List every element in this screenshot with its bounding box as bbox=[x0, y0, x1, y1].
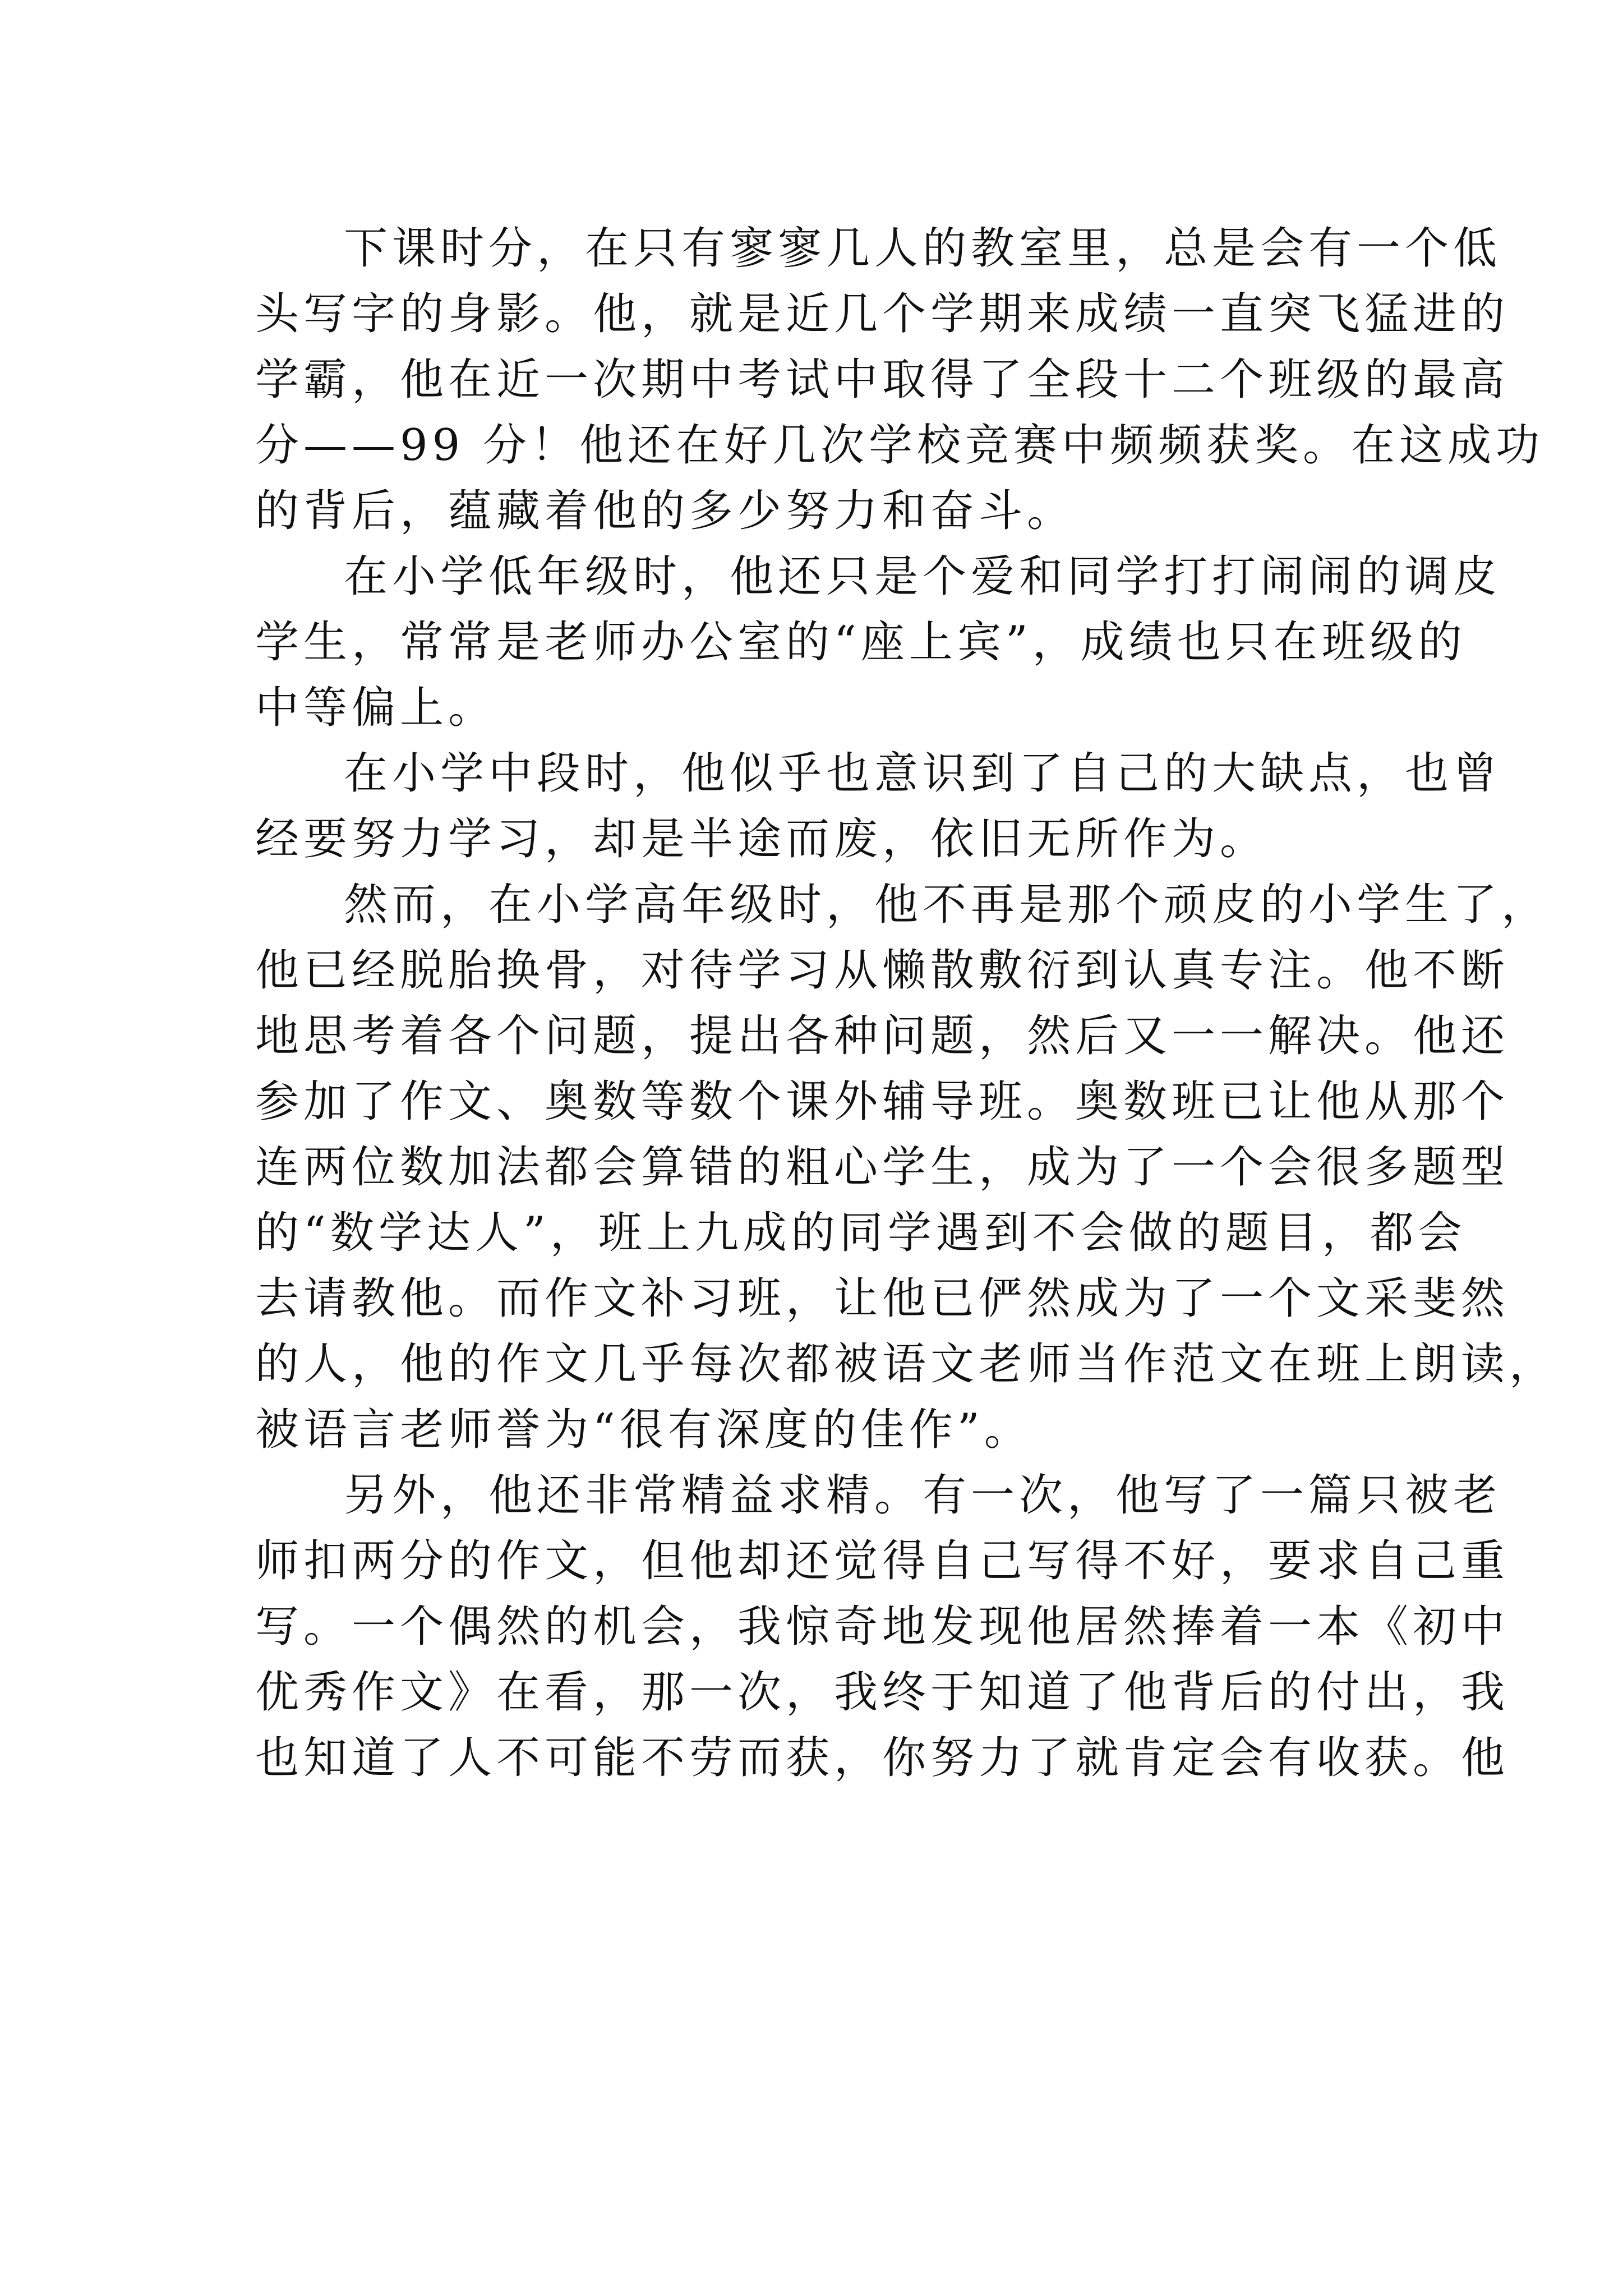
document-body bbox=[255, 216, 1558, 1791]
text-line: 的人，他的作文几乎每次都被语文老师当作范文在班上朗读， bbox=[255, 1339, 1558, 1389]
text-line: 下课时分，在只有寥寥几人的教室里，总是会有一个低 bbox=[344, 223, 1502, 274]
text-line: 师扣两分的作文，但他却还觉得自己写得不好，要求自己重 bbox=[255, 1536, 1510, 1586]
text-line: 写。一个偶然的机会，我惊奇地发现他居然捧着一本《初中 bbox=[255, 1602, 1510, 1652]
text-line: 在小学中段时，他似乎也意识到了自己的大缺点，也曾 bbox=[344, 748, 1502, 799]
text-line: 学霸，他在近一次期中考试中取得了全段十二个班级的最高 bbox=[255, 355, 1510, 405]
text-line: 连两位数加法都会算错的粗心学生，成为了一个会很多题型 bbox=[255, 1142, 1510, 1193]
text-line: 优秀作文》在看，那一次，我终于知道了他背后的付出，我 bbox=[255, 1667, 1510, 1718]
text-line: 然而，在小学高年级时，他不再是那个顽皮的小学生了， bbox=[344, 880, 1550, 930]
text-line: 在小学低年级时，他还只是个爱和同学打打闹闹的调皮 bbox=[344, 551, 1502, 602]
text-line: 学生，常常是老师办公室的“座上宾”，成绩也只在班级的 bbox=[255, 617, 1467, 668]
text-line: 参加了作文、奥数等数个课外辅导班。奥数班已让他从那个 bbox=[255, 1076, 1510, 1127]
paragraph-4 bbox=[255, 872, 1558, 1463]
text-line: 也知道了人不可能不劳而获，你努力了就肯定会有收获。他 bbox=[255, 1733, 1510, 1783]
text-line: 去请教他。而作文补习班，让他已俨然成为了一个文采斐然 bbox=[255, 1273, 1510, 1324]
text-line: 的“数学达人”，班上九成的同学遇到不会做的题目，都会 bbox=[255, 1208, 1467, 1258]
text-line: 另外，他还非常精益求精。有一次，他写了一篇只被老 bbox=[344, 1470, 1502, 1521]
text-line: 头写字的身影。他，就是近几个学期来成绩一直突飞猛进的 bbox=[255, 289, 1510, 339]
text-line: 分——99 分！他还在好几次学校竞赛中频频获奖。在这成功 bbox=[255, 420, 1544, 471]
text-line: 他已经脱胎换骨，对待学习从懒散敷衍到认真专注。他不断 bbox=[255, 945, 1510, 996]
paragraph-3 bbox=[255, 741, 1502, 872]
text-line: 的背后，蕴藏着他的多少努力和奋斗。 bbox=[255, 486, 1076, 536]
paragraph-5 bbox=[255, 1463, 1510, 1791]
paragraph-1 bbox=[255, 216, 1544, 544]
text-line: 中等偏上。 bbox=[255, 683, 497, 733]
paragraph-2 bbox=[255, 544, 1502, 741]
text-line: 被语言老师誉为“很有深度的佳作”。 bbox=[255, 1405, 1032, 1455]
text-line: 经要努力学习，却是半途而废，依旧无所作为。 bbox=[255, 814, 1269, 864]
text-line: 地思考着各个问题，提出各种问题，然后又一一解决。他还 bbox=[255, 1011, 1510, 1061]
